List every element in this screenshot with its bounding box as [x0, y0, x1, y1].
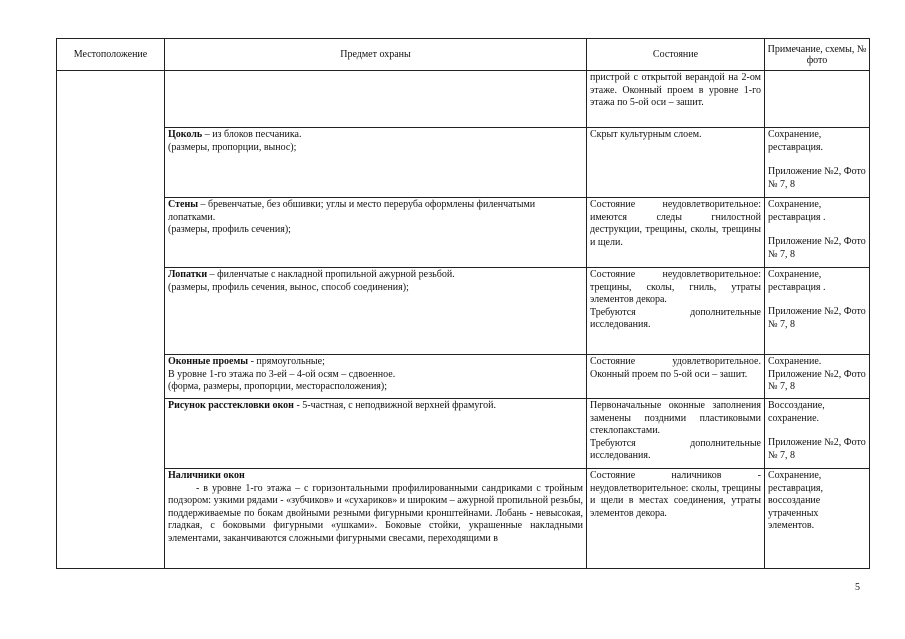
- state-text: Состояние неудовлетворительное: имеются следы гнилостной деструкции, трещины, сколы, трещины и щели.: [590, 199, 761, 248]
- state-cell: [587, 71, 765, 128]
- table-row: [57, 355, 870, 399]
- page-number: 5: [855, 582, 860, 593]
- note-cell: [765, 268, 870, 355]
- note-action: Сохранение, реставрация, воссоздание утраченных элементов.: [768, 470, 824, 531]
- state-text: Требуются дополнительные исследования.: [590, 306, 761, 330]
- subject-title: Оконные проемы: [168, 356, 249, 367]
- header-note: Примечание, схемы, № фото: [765, 39, 870, 71]
- note-cell: [765, 355, 870, 399]
- subject-text: - 5-частная, с неподвижной верхней фрамугой.: [296, 400, 497, 411]
- subject-text: (размеры, профиль сечения, вынос, способ соединения);: [168, 281, 409, 293]
- state-text: Требуются дополнительные исследования.: [590, 437, 761, 461]
- protection-table: [56, 38, 870, 569]
- subject-text: (размеры, профиль сечения);: [168, 224, 291, 235]
- subject-text: - в уровне 1-го этажа – с горизонтальными профилированными сандриками с тройным подзором: узкими рядами - «зубчиков» и «сухариков» и широким – ажурной пропильной резьбы, поддерживаемые по бокам двойными резными фигурными кронштейнами. Лобань - невысокая, гладкая, с боковыми фигурными «ушками». Боковые стойки, украшенные накладными элементами, заканчиваются сложными фигурными свесами, переходящими в: [168, 482, 583, 544]
- subject-cell: [165, 355, 587, 399]
- header-location: Местоположение: [57, 39, 165, 71]
- note-reference: Приложение №2, Фото № 7, 8: [768, 306, 866, 330]
- note-reference: Приложение №2, Фото № 7, 8: [768, 368, 866, 392]
- table-row: [57, 399, 870, 469]
- state-cell: [587, 128, 765, 198]
- header-state: Состояние: [587, 39, 765, 71]
- table-header-row: [57, 39, 870, 71]
- state-cell: [587, 198, 765, 268]
- note-action: Воссоздание, сохранение.: [768, 400, 825, 424]
- note-action: Сохранение, реставрация.: [768, 129, 824, 153]
- subject-text: – из блоков песчаника.: [204, 129, 302, 140]
- subject-text: - прямоугольные;: [250, 356, 325, 367]
- subject-cell: [165, 469, 587, 569]
- note-reference: Приложение №2, Фото № 7, 8: [768, 166, 866, 190]
- location-cell: [57, 71, 165, 569]
- subject-text: В уровне 1-го этажа по 3-ей – 4-ой осям – сдвоенное.: [168, 368, 396, 380]
- note-action: Сохранение, реставрация .: [768, 199, 826, 223]
- table-row: [57, 198, 870, 268]
- subject-title: Цоколь: [168, 129, 203, 140]
- table-row: [57, 268, 870, 355]
- subject-title: Лопатки: [168, 269, 208, 280]
- state-text: Состояние удовлетворительное. Оконный проем по 5-ой оси – зашит.: [590, 356, 761, 380]
- note-action: Сохранение, реставрация .: [768, 269, 826, 293]
- note-cell: [765, 128, 870, 198]
- state-cell: [587, 355, 765, 399]
- subject-cell: [165, 71, 587, 128]
- subject-cell: [165, 268, 587, 355]
- subject-title: Стены: [168, 199, 199, 210]
- subject-title: Наличники окон: [168, 470, 245, 481]
- note-action: Сохранение.: [768, 356, 822, 367]
- subject-cell: [165, 128, 587, 198]
- subject-text: (размеры, пропорции, вынос);: [168, 141, 297, 153]
- subject-title: Рисунок расстекловки окон: [168, 400, 294, 411]
- header-subject: Предмет охраны: [165, 39, 587, 71]
- note-cell: [765, 198, 870, 268]
- state-cell: [587, 268, 765, 355]
- note-cell: [765, 71, 870, 128]
- state-text: Первоначальные оконные заполнения заменены поздними пластиковыми стеклопакстами.: [590, 400, 761, 436]
- table-row: [57, 469, 870, 569]
- state-text: Состояние неудовлетворительное: трещины, сколы, гниль, утраты элементов декора.: [590, 269, 761, 305]
- subject-cell: [165, 198, 587, 268]
- table-row: [57, 71, 870, 128]
- subject-cell: [165, 399, 587, 469]
- note-cell: [765, 469, 870, 569]
- note-reference: Приложение №2, Фото № 7, 8: [768, 437, 866, 461]
- subject-text: – бревенчатые, без обшивки; углы и место переруба оформлены филенчатыми лопатками.: [168, 199, 536, 223]
- note-reference: Приложение №2, Фото № 7, 8: [768, 236, 866, 260]
- subject-text: – филенчатые с накладной пропильной ажурной резьбой.: [209, 269, 455, 280]
- subject-text: (форма, размеры, пропорции, месторасположения);: [168, 381, 388, 392]
- table-row: [57, 128, 870, 198]
- state-text: пристрой с открытой верандой на 2-ом этаже. Оконный проем в уровне 1-го этажа по 5-ой оси – зашит.: [590, 72, 761, 108]
- state-text: Скрыт культурным слоем.: [590, 129, 702, 140]
- note-cell: [765, 399, 870, 469]
- state-cell: [587, 469, 765, 569]
- state-cell: [587, 399, 765, 469]
- state-text: Состояние наличников - неудовлетворительное: сколы, трещины и щели в местах соединения, утраты элементов декора.: [590, 470, 761, 519]
